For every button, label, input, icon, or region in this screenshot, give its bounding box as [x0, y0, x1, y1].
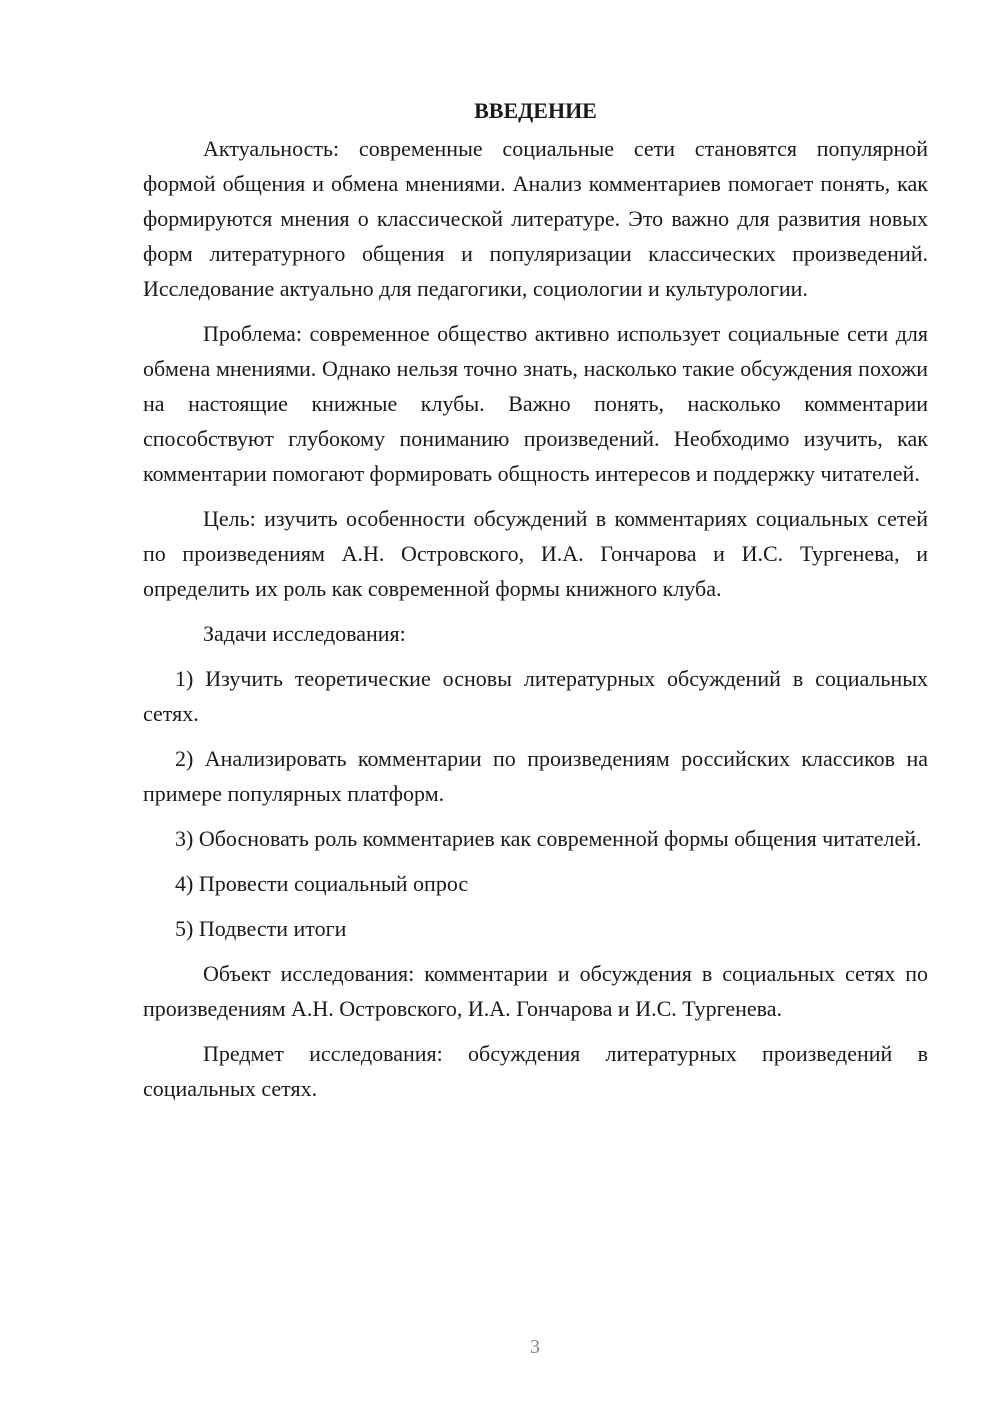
- section-title: ВВЕДЕНИЕ: [474, 98, 597, 123]
- page-number: 3: [530, 1336, 540, 1358]
- paragraph-goal: Цель: изучить особенности обсуждений в комментариях социальных сетей по произведениям А.Н. Островского, И.А. Гончарова и И.С. Тургенева, и определить их роль как современной формы книжного клуба.: [143, 506, 928, 601]
- paragraph-problem: Проблема: современное общество активно использует социальные сети для обмена мнениями. Однако нельзя точно знать, насколько такие обсуждения похожи на настоящие книжные клубы. Важно понять, насколько комментарии способствуют глубокому пониманию произведений. Необходимо изучить, как комментарии помогают формировать общность интересов и поддержку читателей.: [143, 321, 928, 486]
- task-item-2: 2) Анализировать комментарии по произведениям российских классиков на примере популярных платформ.: [143, 746, 928, 806]
- task-item-4: 4) Провести социальный опрос: [175, 871, 469, 896]
- paragraph-subject: Предмет исследования: обсуждения литературных произведений в социальных сетях.: [143, 1041, 928, 1101]
- paragraph-relevance: Актуальность: современные социальные сети становятся популярной формой общения и обмена мнениями. Анализ комментариев помогает понять, как формируются мнения о классической литературе. Это важно для развития новых форм литературного общения и популяризации классических произведений. Исследование актуально для педагогики, социологии и культурологии.: [143, 136, 928, 301]
- task-item-1: 1) Изучить теоретические основы литературных обсуждений в социальных сетях.: [143, 666, 928, 726]
- paragraph-object: Объект исследования: комментарии и обсуждения в социальных сетях по произведениям А.Н. Островского, И.А. Гончарова и И.С. Тургенева.: [143, 961, 928, 1021]
- task-item-3: 3) Обосновать роль комментариев как современной формы общения читателей.: [175, 826, 922, 851]
- document-page: [143, 96, 928, 1116]
- tasks-heading: Задачи исследования:: [203, 621, 406, 646]
- task-item-5: 5) Подвести итоги: [175, 916, 347, 941]
